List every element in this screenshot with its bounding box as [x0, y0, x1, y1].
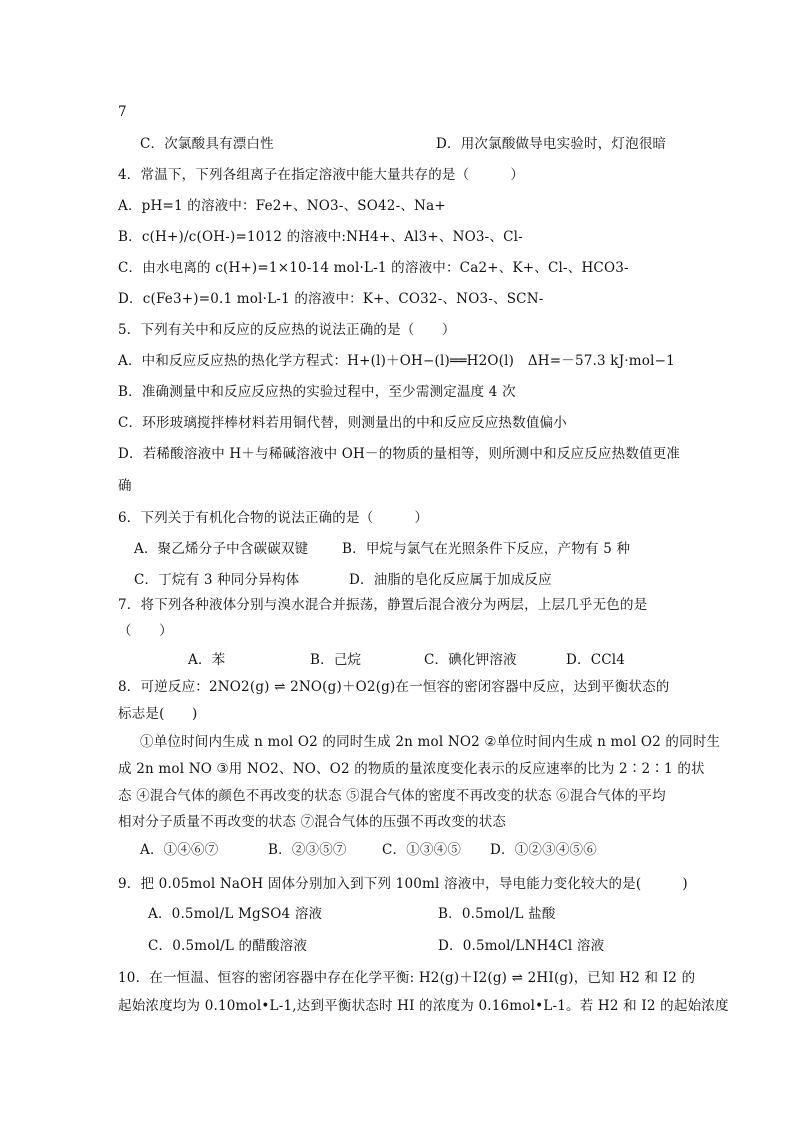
q5-option-a: A．中和反应反应热的热化学方程式：H+(l)＋OH−(l)══H2O(l) ΔH=－57.3 kJ·mol−1: [118, 353, 675, 369]
q5-option-d-line2: 确: [118, 478, 132, 494]
q7-option-c: C．碘化钾溶液: [424, 652, 517, 668]
q10-line1: 10．在一恒温、恒容的密闭容器中存在化学平衡: H2(g)＋I2(g) ⇌ 2HI(g)，已知 H2 和 I2 的: [118, 970, 696, 986]
q8-option-a: A．①④⑥⑦: [140, 842, 219, 858]
q8-stem-line2: 标志是( ): [118, 706, 198, 722]
q8-body-line1: ①单位时间内生成 n mol O2 的同时生成 2n mol NO2 ②单位时间内生成 n mol O2 的同时生: [140, 734, 721, 750]
q7-option-b: B．己烷: [310, 652, 362, 668]
q6-option-d: D．油脂的皂化反应属于加成反应: [349, 572, 552, 588]
q4-option-a: A．pH=1 的溶液中：Fe2+、NO3-、SO42-、Na+: [118, 198, 446, 214]
q6-option-b: B．甲烷与氯气在光照条件下反应，产物有 5 种: [342, 541, 631, 557]
q4-stem: 4．常温下，下列各组离子在指定溶液中能大量共存的是（ ）: [118, 167, 525, 183]
q8-body-line3: 态 ④混合气体的颜色不再改变的状态 ⑤混合气体的密度不再改变的状态 ⑥混合气体的平均: [118, 788, 666, 804]
q3-option-d: D．用次氯酸做导电实验时，灯泡很暗: [436, 136, 667, 152]
q7-answer-paren: （ ）: [118, 623, 173, 639]
q8-body-line4: 相对分子质量不再改变的状态 ⑦混合气体的压强不再改变的状态: [118, 814, 507, 830]
q3-option-c: C．次氯酸具有漂白性: [140, 136, 274, 152]
q9-option-d: D．0.5mol/LNH4Cl 溶液: [438, 938, 605, 954]
q8-option-b: B．②③⑤⑦: [268, 842, 347, 858]
q8-stem-line1: 8．可逆反应：2NO2(g) ⇌ 2NO(g)＋O2(g)在一恒容的密闭容器中反应，达到平衡状态的: [118, 679, 670, 695]
q7-option-d: D．CCl4: [566, 652, 626, 668]
q4-option-b: B．c(H+)/c(OH-)=1012 的溶液中:NH4+、Al3+、NO3-、Cl-: [118, 229, 523, 245]
q5-option-d-line1: D．若稀酸溶液中 H＋与稀碱溶液中 OH－的物质的量相等，则所测中和反应反应热数值更准: [118, 446, 681, 462]
q5-stem: 5．下列有关中和反应的反应热的说法正确的是（ ）: [118, 322, 456, 338]
q5-option-c: C．环形玻璃搅拌棒材料若用铜代替，则测量出的中和反应反应热数值偏小: [118, 415, 567, 431]
q7-stem: 7．将下列各种液体分别与溴水混合并振荡，静置后混合液分为两层，上层几乎无色的是: [118, 597, 648, 613]
q6-option-a: A．聚乙烯分子中含碳碳双键: [134, 541, 309, 557]
q9-option-c: C．0.5mol/L 的醋酸溶液: [148, 938, 308, 954]
q7-option-a: A．苯: [188, 652, 226, 668]
q4-option-c: C．由水电离的 c(H+)=1×10-14 mol·L-1 的溶液中：Ca2+、K+、Cl-、HCO3-: [118, 260, 629, 276]
q9-stem: 9．把 0.05mol NaOH 固体分别加入到下列 100ml 溶液中，导电能力变化较大的是( ): [118, 876, 688, 892]
q9-option-a: A．0.5mol/L MgSO4 溶液: [148, 906, 323, 922]
q8-option-d: D．①②③④⑤⑥: [490, 842, 597, 858]
q6-option-c: C．丁烷有 3 种同分异构体: [134, 572, 300, 588]
q9-option-b: B．0.5mol/L 盐酸: [438, 906, 556, 922]
q8-option-c: C．①③④⑤: [382, 842, 462, 858]
q10-line2: 起始浓度均为 0.10mol•L-1,达到平衡状态时 HI 的浓度为 0.16mol•L-1。若 H2 和 I2 的起始浓度: [118, 998, 729, 1014]
page-number: 7: [118, 104, 127, 120]
q8-body-line2: 成 2n mol NO ③用 NO2、NO、O2 的物质的量浓度变化表示的反应速率的比为 2∶2∶1 的状: [118, 761, 705, 777]
q6-stem: 6．下列关于有机化合物的说法正确的是（ ）: [118, 510, 429, 526]
q5-option-b: B．准确测量中和反应反应热的实验过程中，至少需测定温度 4 次: [118, 384, 516, 400]
q4-option-d: D．c(Fe3+)=0.1 mol·L-1 的溶液中：K+、CO32-、NO3-、SCN-: [118, 291, 544, 307]
